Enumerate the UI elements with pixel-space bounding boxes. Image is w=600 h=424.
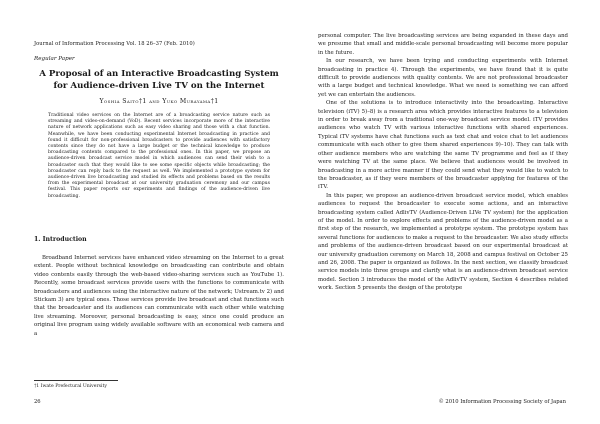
body-paragraph: In this paper, we propose an audience-driven broadcast service model, which enables audiences to request the broadcaster to execute some actions, and an interactive broadcasting system called AdlivTV (Audience-Driven LIVe TV system) for the application of the model. In order to explore effects and problems of the audience-driven model as a first step of the research, we implemented a prototype system. The prototype system has several functions for audiences to make a request to the broadcaster. We also study effects and problems of the audience-driven broadcast based on our experimental broadcast at our university graduation ceremony on March 18, 2008 and campus festival on October 25 and 26, 2008. The paper is organized as follows. In the next section, we classify broadcast service models into three groups and clarify what is an audience-driven broadcast service model. Section 3 introduces the model of the AdlivTV system, Section 4 describes related work. Section 5 presents the design of the prototype [318, 192, 568, 292]
right-column-body [318, 32, 568, 397]
footnote: †1 Iwate Prefectural University [34, 384, 107, 389]
footnote-rule [34, 380, 118, 381]
paper-category: Regular Paper [34, 56, 75, 62]
abstract: Traditional video services on the Internet are of a broadcasting service nature such as streaming and video-on-demand (VoD). Recent services incorporate more of the interactive nature of network applications such as easy video sharing and those with a chat function. Meanwhile, we have been conducting experimental Internet broadcasting in practice and found it difficult for non-professional broadcasters to provide audiences with satisfactory contents since they do not have a large budget or the technical knowledge to produce broadcasting contents compared to the professional ones. In this paper, we propose an audience-driven broadcast service model in which audiences can send their wish to a broadcaster such that they would like to see some specific objects while broadcasting; the broadcaster can reply back to the request as well. We implemented a prototype system for audience-driven live broadcasting and studied its effects and problems based on the results from the experimental broadcast at our university graduation ceremony and our campus festival. This paper reports our experiments and findings of the audience-driven live broadcasting. [48, 113, 270, 199]
body-paragraph: In our research, we have been trying and conducting experiments with Internet broadcasting in practice 4). Through the experiments, we have found that it is quite difficult to provide audiences with quality contents. We are not professional broadcaster with a large budget and technical knowledge. What we need is something we can afford yet we can entertain the audiences. [318, 58, 568, 98]
copyright-notice: © 2010 Information Processing Society of Japan [438, 399, 566, 405]
intro-paragraph: Broadband Internet services have enhanced video streaming on the Internet to a great extent. People without technical knowledge on broadcasting can contribute and obtain video contents easily through the web-based video-sharing services such as YouTube 1). Recently, some broadcast services provide users with the functions to communicate with broadcasters and audiences using the interactive nature of the network; Ustream.tv 2) and Stickam 3) are typical ones. Those services provide live broadcast and chat functions such that the broadcaster and its audiences can communicate with each other while watching live streaming. Moreover, personal broadcasting is easy, since one could produce an original live program using widely available software with an economical web camera and a [34, 255, 284, 337]
body-paragraph: personal computer. The live broadcasting services are being expanded in these days and we presume that small and middle-scale personal broadcasting will become more popular in the future. [318, 33, 568, 56]
journal-header: Journal of Information Processing Vol. 18 26–37 (Feb. 2010) [34, 41, 195, 47]
paper-authors: Yoshia Saito†1 and Yuko Murayama†1 [99, 98, 219, 105]
page-number: 26 [34, 399, 41, 405]
left-column-body [34, 254, 284, 371]
body-paragraph: One of the solutions is to introduce interactivity into the broadcasting. Interactive television (iTV) 5)–8) is a research area which provides interactive features to a television in order to break away from a traditional one-way broadcast service model. iTV provides audiences who watch TV with various interactive functions with shared experiences. Typical iTV systems have chat functions such as text chat and voice chat to let audiences communicate with each other to give them shared experiences 9)–10). They can talk with other audience members who are watching the same TV programme and feel as if they were watching TV at the same place. We believe that audiences would be involved in broadcasting in a more active manner if they could send what they would like to watch to the broadcaster, as if they were members of the broadcaster applying for features of the iTV. [318, 100, 568, 191]
section-heading-introduction: 1. Introduction [34, 236, 87, 243]
paper-title: A Proposal of an Interactive Broadcasting System for Audience-driven Live TV on the Internet [39, 69, 279, 91]
